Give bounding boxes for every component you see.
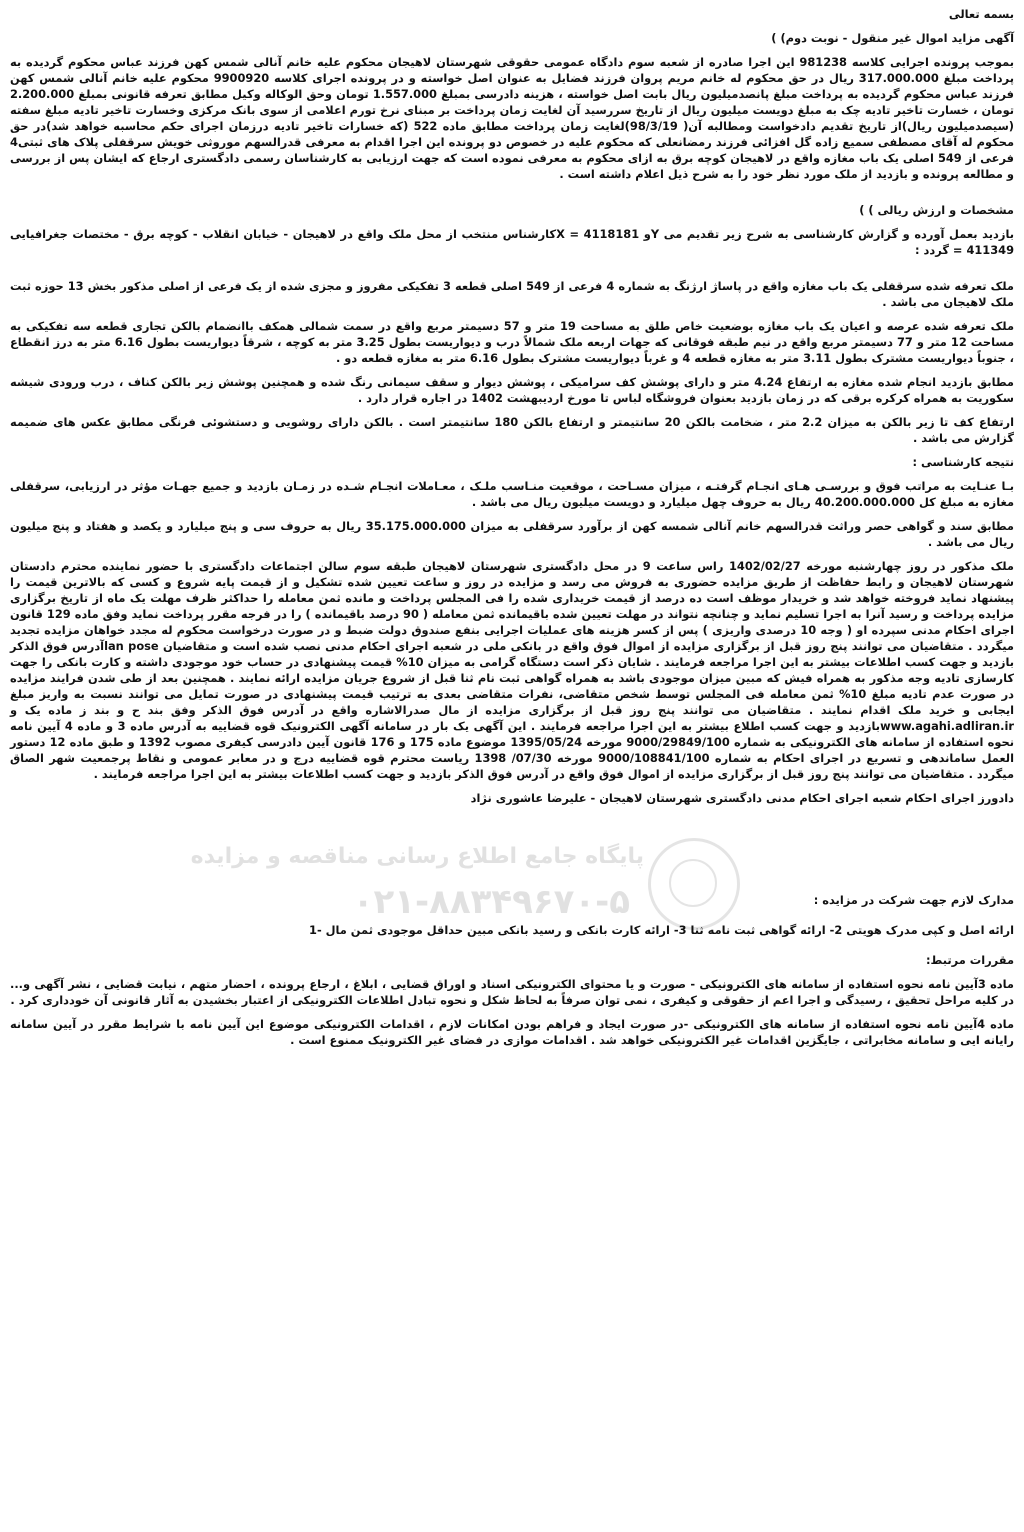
specs-heading: مشخصات و ارزش ریالی ) ) — [859, 203, 1014, 217]
article-3-paragraph: ماده 3آیین نامه نحوه استفاده از سامانه های الکترونیکی - صورت و یا محتوای الکترونیکی اسناد و اوراق قضایی ، ابلاغ ، ارجاع پرونده ، احضار متهم ، نیابت قضایی ، نشر آگهی و... در کلیه مراحل تحقیق ، رسیدگی و اجرا اعم از حقوقی و کیفری ، نمی توان صرفاً به لحاظ شکل و نحوه تبادل اطلاعات الکترونیکی از اعتبار بخشیدن به آثار قانونی آن خودداری کرد . — [10, 977, 1014, 1007]
property-definition-paragraph: ملک تعرفه شده سرقفلی یک باب مغازه واقع در پاساژ ارژنگ به شماره 4 فرعی از 549 اصلی قطعه 3 تفکیکی مفروز و مجزی شده از یک فرعی از اصلی مذکور بخش 13 حوزه ثبت ملک لاهیجان می باشد . — [10, 279, 1014, 309]
heirs-share-paragraph: مطابق سند و گواهی حصر وراثت قدرالسهم خانم آنالی شمسه کهن از برآورد سرقفلی به میزان 35.175.000.000 ریال به حروف سی و پنج میلیارد و یکصد و هفتاد و پنج میلیون ریال می باشد . — [10, 519, 1014, 549]
visit-report-paragraph: بازدید بعمل آورده و گزارش کارشناسی به شرح زیر تقدیم می Yو 4118181 = Xکارشناس منتخب از محل ملک واقع در لاهیجان - خیابان انقلاب - کوچه برق - مختصات جغرافیایی 411349 = گردد : — [10, 227, 1014, 257]
notice-title: آگهی مزاید اموال غیر منقول - نوبت دوم) ) — [771, 31, 1014, 45]
balcony-paragraph: ارتفاع کف تا زیر بالکن به میزان 2.2 متر ، ضخامت بالکن 20 سانتیمتر و ارتفاع بالکن 180 سانتیمتر است . بالکن دارای روشویی و دستشوئی فرنگی مطابق عکس های ضمیمه گزارش می باشد . — [10, 415, 1014, 445]
opening-line: بسمه تعالی — [948, 7, 1014, 21]
signature-line: دادورز اجرای احکام شعبه اجرای احکام مدنی دادگستری شهرستان لاهیجان - علیرضا عاشوری نژاد — [470, 791, 1014, 805]
conclusion-paragraph: بـا عنـایت به مراتب فوق و بررسـی هـای انجـام گرفتـه ، میزان مسـاحت ، موقعیت منـاسب ملـک ، معـاملات انجـام شـده در زمـان بازدید و جمیع جهـات مؤثر در ارزیابی، سرقفلی مغازه به مبلغ کل 40.200.000.000 ریال به حروف چهل میلیارد و دویست میلیون ریال می باشد . — [10, 479, 1014, 509]
required-docs-list: ارائه اصل و کپی مدرک هویتی 2- ارائه گواهی ثبت نامه ثنا 3- ارائه کارت بانکی و رسید بانکی مبین حداقل موجودی ثمن مال -1 — [309, 923, 1014, 937]
auction-terms-paragraph: ملک مذکور در روز چهارشنبه مورخه 1402/02/27 راس ساعت 9 در محل دادگستری شهرستان لاهیجان طبقه سوم سالن اجتماعات دادگستری با حضور نماینده محترم دادستان شهرستان لاهیجان و رابط حفاظت از طریق مزایده حضوری به فروش می رسد و مزایده در روز و ساعت تعیین شده تشکیل و از قیمت پایه شروع و کسی که بالاترین قیمت را پیشنهاد نماید فروخته خواهد شد و خریدار موظف است ده درصد از قیمت خریداری شده را فی المجلس پرداخت و مانده ثمن معامله را حداکثر ظرف مهلت یک ماه از تاریخ برگزاری مزایده پرداخت و رسید آنرا به اجرا تسلیم نماید و چنانچه نتواند در مهلت تعیین شده باقیمانده ثمن معامله ( 90 درصد باقیمانده ) را در فرجه مقرر پرداخت نماید وفق ماده 129 قانون اجرای احکام مدنی سپرده او ( وجه 10 درصدی واریزی ) پس از کسر هزینه های عملیات اجرایی بنفع صندوق دولت ضبط و در صورت درخواست محکوم له مجدد خواهان مزایده تجدید میگردد . متقاضیان می توانند پنج روز قبل از برگزاری مزایده از اموال فوق واقع در بانکی ملی در شعبه اجرای احکام مدنی نصب شده است و متقاضیان lan poseآدرس فوق الذکر بازدید و جهت کسب اطلاعات بیشتر به این اجرا مراجعه فرمایند . شایان ذکر است دستگاه گرامی به میزان 10% قیمت پیشنهادی در حساب خود موجودی داشته و کارت بانکی را جهت کارسازی تادیه وجه مذکور به همراه فیش که مبین میزان موجودی باشد به همراه گواهی ثبت نام ثنا قبل از شروع جریان مزایده ارائه نمایند . همچنین بعد از طی شدن فرایند مزایده در صورت عدم تادیه مبلغ 10% ثمن معامله فی المجلس توسط شخص متقاضی، نفرات متقاضی بعدی به ترتیب قیمت پیشنهادی در صورت تمایل می توانند نسبت به واریز مبلغ ایجابی و خرید ملک اقدام نمایند . متقاضیان می توانند پنج روز قبل از برگزاری مزایده از مال صدرالاشاره واقع در آدرس فوق الذکر وفق بند ح و بند ز ماده یک و www.agahi.adliran.irبازدید و جهت کسب اطلاع بیشتر به این اجرا مراجعه فرمایند . این آگهی یک بار در سامانه آگهی الکترونیک قوه قضاییه به آدرس ماده 3 و ماده 4 آیین نامه نحوه استفاده از سامانه های الکترونیکی به شماره 9000/29849/100 مورخه 1395/05/24 موضوع ماده 175 و 176 قانون آیین دادرسی کیفری مصوب 1392 و طبق ماده 12 دستور العمل ساماندهی و تسریع در اجرای احکام به شماره 9000/108841/100 مورخه 07/30/ 1398 ریاست محترم قوه قضاییه درج و در معابر عمومی و نقاط پرجمعیت شهر الصاق میگردد . متقاضیان می توانند پنج روز قبل از برگزاری مزایده از اموال فوق واقع در آدرس فوق الذکر بازدید و جهت کسب اطلاعات بیشتر به این اجرا مراجعه فرمایند . — [10, 559, 1015, 781]
required-docs-heading: مدارک لازم جهت شرکت در مزایده : — [813, 893, 1014, 907]
inspection-paragraph: مطابق بازدید انجام شده مغازه به ارتفاع 4.24 متر و دارای پوشش کف سرامیکی ، پوشش دیوار و سقف سیمانی رنگ شده و همچنین پوشش زیر بالکن کناف ، درب ورودی شیشه سکوریت به همراه کرکره برقی که در زمان بازدید بعنوان فروشگاه لباس تا مورخ اردیبهشت 1402 در اجاره قرار دارد . — [10, 375, 1014, 405]
intro-paragraph: بموجب پرونده اجرایی کلاسه 981238 این اجرا صادره از شعبه سوم دادگاه عمومی حقوقی شهرستان لاهیجان محکوم علیه خانم آنالی شمس کهن فرزند عباس محکوم گردیده به پرداخت مبلغ 317.000.000 ریال در حق محکوم له خانم مریم پروان فرزند فضایل به عنوان اصل خواسته و در پرونده اجرای کلاسه 9900920 محکوم علیه خانم آنالی شمس کهن فرزند عباس محکوم گردیده به پرداخت مبلغ پانصدمیلیون ریال بابت اصل خواسته ، هزینه دادرسی بمبلغ 1.557.000 تومان وحق الوکاله وکیل مطابق تعرفه قانونی بمبلغ 2.200.000 تومان ، خسارت تاخیر تادیه چک به مبلغ دویست میلیون ریال از تاریخ سررسید آن لغایت زمان پرداخت بر مبنای نرخ تورم اعلامی از سوی بانک مرکزی وخسارت تاخیر تادیه مبلغ سفته (سیصدمیلیون ریال)از تاریخ تقدیم دادخواست ومطالبه آن( 98/3/19)لغایت زمان پرداخت مطابق ماده 522 (که خسارات تاخیر تادیه درزمان اجرای حکم محاسبه خواهد شد)در حق محکوم له آقای مصطفی سمیع زاده گل افزائی فرزند رمضانعلی که محکوم علیه در خصوص دو پرونده این اجرا اقدام به معرفی قدرالسهم موروثی خویش سرقفلی پلاک های ثبتی4 فرعی از 549 اصلی یک باب مغازه واقع در لاهیجان کوچه برق به ازای محکوم به معرفی نموده است که جهت ارزیابی به کارشناسان رسمی دادگستری ارجاع که ایشان پس از بررسی و مطالعه پرونده و بازدید از ملک مورد نظر خود را به شرح ذیل اعلام داشته است . — [10, 55, 1015, 181]
conclusion-heading: نتیجه کارشناسی : — [912, 455, 1014, 469]
watermark-text: پایگاه جامع اطلاع رسانی مناقصه و مزایده — [190, 844, 644, 869]
article-4-paragraph: ماده 4آیین نامه نحوه استفاده از سامانه های الکترونیکی -در صورت ایجاد و فراهم بودن امکانات لازم ، اقدامات الکترونیکی موضوع این آیین نامه با شرایط مقرر در آیین سامانه رایانه ایی و سامانه مخابراتی ، جایگزین اقدامات غیر الکترونیکی خواهد شد . اقدامات موازی در فضای غیر الکترونیک ممنوع است . — [10, 1017, 1014, 1047]
watermark-phone: ۰۲۱-۸۸۳۴۹۶۷۰-۵ — [352, 882, 630, 922]
regulations-heading: مقررات مرتبط: — [925, 953, 1014, 967]
dimensions-paragraph: ملک تعرفه شده عرصه و اعیان یک باب مغازه بوضعیت خاص طلق به مساحت 19 متر و 57 دسیمتر مربع واقع در سمت شمالی همکف باانضمام بالکن تجاری قطعه سه تفکیکی به مساحت 12 متر و 77 دسیمتر مربع واقع در نیم طبقه فوقانی که جهات اربعه ملک شمالاً درب و دیواریست بطول 3.25 متر به کوچه ، شرقاً دیواریست بطول 6.16 متر به درز انقطاع ، جنوباً دیواریست مشترک بطول 3.11 متر به مغازه قطعه 4 و غرباً دیواریست مشترک بطول 6.16 متر به مغازه قطعه دو . — [10, 319, 1015, 365]
